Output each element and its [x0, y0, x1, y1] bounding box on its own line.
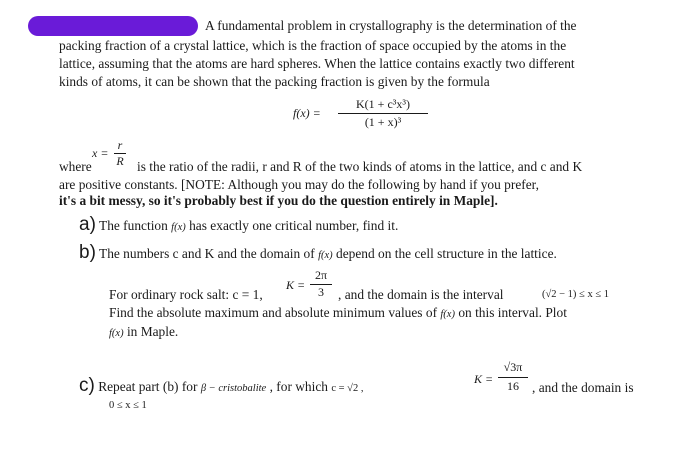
- formula-fraction-bar: [338, 113, 428, 114]
- cristobalite-K-numerator: √3π: [503, 360, 523, 374]
- x-def-prefix: x =: [92, 146, 109, 160]
- where-line-2: are positive constants. [NOTE: Although you may do the following by hand if you prefer,: [59, 177, 539, 192]
- part-c-beta: β − cristobalite: [200, 383, 267, 394]
- where-word: where: [59, 159, 92, 174]
- x-def-numerator: r: [117, 138, 123, 152]
- part-c-domain: 0 ≤ x ≤ 1: [109, 400, 147, 411]
- part-c-mid-text: , for which: [269, 379, 328, 394]
- part-a-fx: f(x): [171, 222, 186, 233]
- part-b-fx: f(x): [318, 250, 333, 261]
- part-a-text-before: The function: [99, 218, 168, 233]
- part-c-after-text: , and the domain is: [532, 380, 634, 395]
- rocksalt-K-numerator: 2π: [314, 268, 328, 282]
- part-b-find-fx: f(x): [440, 309, 455, 320]
- where-line-1: is the ratio of the radii, r and R of the two kinds of atoms in the lattice, and c and K: [137, 159, 583, 174]
- intro-line-3: lattice, assuming that the atoms are hard spheres. When the lattice contains exactly two different: [59, 56, 575, 71]
- part-b-find-line: [109, 305, 567, 321]
- part-b-text-before: The numbers c and K and the domain of: [99, 246, 315, 261]
- cristobalite-K-denominator: 16: [507, 379, 519, 393]
- part-b-label: b): [79, 242, 96, 263]
- part-b-text-after: depend on the cell structure in the lattice.: [336, 246, 557, 261]
- intro-line-1: A fundamental problem in crystallography is the determination of the: [205, 18, 577, 33]
- formula-numerator: K(1 + c³x³): [356, 97, 410, 111]
- formula-denominator: (1 + x)³: [364, 115, 402, 129]
- part-c-text-before: Repeat part (b) for: [98, 379, 198, 394]
- redaction-marker: [28, 16, 198, 36]
- where-line-3: it's a bit messy, so it's probably best if you do the question entirely in Maple].: [59, 193, 498, 208]
- part-b-plot-line: [109, 324, 178, 340]
- cristobalite-K-prefix: K =: [474, 372, 494, 386]
- part-b-plot-fx: f(x): [109, 328, 124, 339]
- rocksalt-K-denominator: 3: [318, 285, 324, 299]
- part-c-label: c): [79, 375, 95, 396]
- part-c-c-value: c = √2 ,: [331, 383, 364, 394]
- part-a-text-after: has exactly one critical number, find it.: [189, 218, 399, 233]
- part-b-find-after: on this interval. Plot: [458, 305, 567, 320]
- rocksalt-text: For ordinary rock salt: c = 1,: [109, 287, 263, 302]
- part-b: [79, 242, 557, 264]
- rocksalt-domain-text: , and the domain is the interval: [338, 287, 504, 302]
- part-a: [79, 214, 398, 236]
- intro-line-2: packing fraction of a crystal lattice, which is the fraction of space occupied by the atoms in the: [59, 38, 567, 53]
- part-b-plot-after: in Maple.: [126, 324, 179, 339]
- part-c: [79, 375, 363, 397]
- part-b-find-text: Find the absolute maximum and absolute minimum values of: [109, 305, 438, 320]
- part-a-label: a): [79, 214, 96, 235]
- rocksalt-K-prefix: K =: [286, 278, 306, 292]
- intro-line-4: kinds of atoms, it can be shown that the packing fraction is given by the formula: [59, 74, 490, 89]
- rocksalt-interval: (√2 − 1) ≤ x ≤ 1: [542, 289, 609, 300]
- x-def-denominator: R: [116, 154, 124, 168]
- formula-lhs: f(x) =: [293, 106, 321, 120]
- cristobalite-K-fraction-bar: [498, 377, 528, 378]
